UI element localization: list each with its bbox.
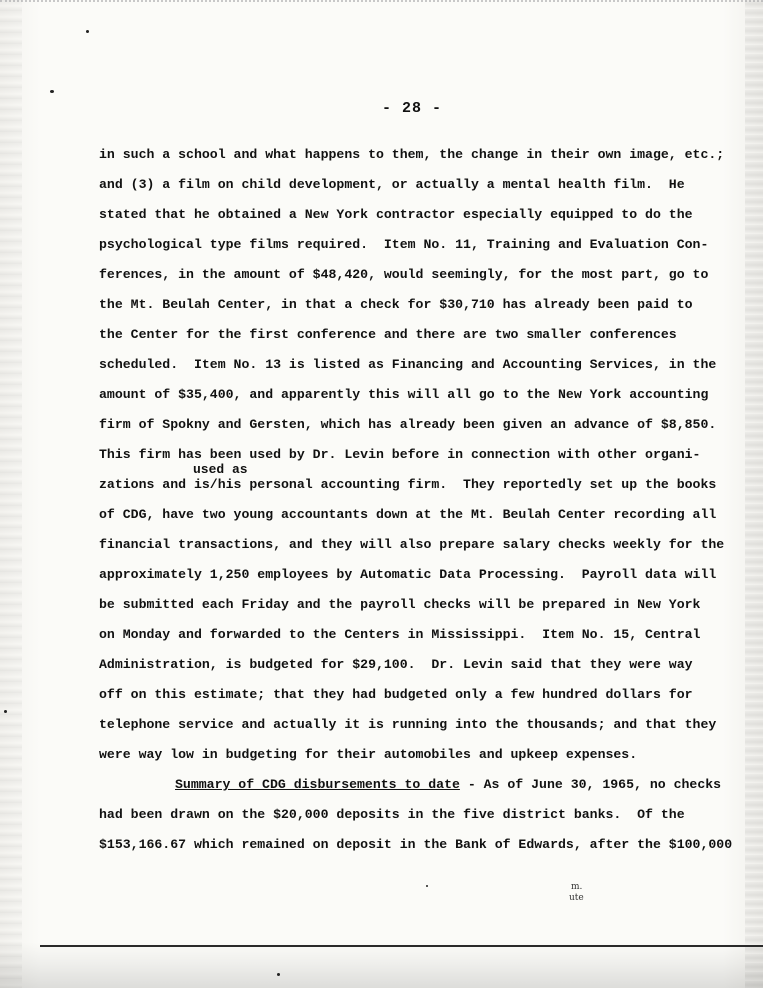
text-line: stated that he obtained a New York contractor especially equipped to do the	[99, 207, 693, 222]
text-line: Administration, is budgeted for $29,100. Dr. Levin said that they were way	[99, 657, 693, 672]
text-line: had been drawn on the $20,000 deposits in the five district banks. Of the	[99, 807, 685, 822]
text-line: This firm has been used by Dr. Levin before in connection with other organi-	[99, 447, 701, 462]
paragraph-first-line-rest: - As of June 30, 1965, no checks	[459, 777, 722, 792]
page-number: - 28 -	[382, 100, 443, 117]
text-line: $153,166.67 which remained on deposit in the Bank of Edwards, after the $100,000	[99, 837, 733, 852]
text-line: on Monday and forwarded to the Centers in Mississippi. Item No. 15, Central	[99, 627, 701, 642]
text-line: and (3) a film on child development, or actually a mental health film. He	[99, 177, 685, 192]
text-line: off on this estimate; that they had budgeted only a few hundred dollars for	[99, 687, 693, 702]
text-line: firm of Spokny and Gersten, which has already been given an advance of $8,850.	[99, 417, 717, 432]
scan-speck	[4, 710, 7, 713]
text-line: the Center for the first conference and there are two smaller conferences	[99, 327, 677, 342]
text-line: amount of $35,400, and apparently this will all go to the New York accounting	[99, 387, 709, 402]
text-line: were way low in budgeting for their automobiles and upkeep expenses.	[99, 747, 638, 762]
scan-right-edge	[745, 0, 763, 988]
text-line: scheduled. Item No. 13 is listed as Financing and Accounting Services, in the	[99, 357, 717, 372]
scan-left-edge	[0, 0, 22, 988]
text-line: of CDG, have two young accountants down at the Mt. Beulah Center recording all	[99, 507, 717, 522]
scan-bottom-edge	[0, 942, 763, 988]
text-line: in such a school and what happens to them, the change in their own image, etc.;	[99, 147, 725, 162]
text-line: psychological type films required. Item No. 11, Training and Evaluation Con-	[99, 237, 709, 252]
text-line: zations and is/his personal accounting firm. They reportedly set up the books	[99, 477, 717, 492]
text-line: approximately 1,250 employees by Automatic Data Processing. Payroll data will	[99, 567, 717, 582]
scan-speck	[277, 973, 280, 976]
stray-mark: m.	[571, 882, 583, 892]
bottom-rule	[40, 945, 763, 947]
handwritten-insertion: used as	[193, 462, 248, 477]
text-line: ferences, in the amount of $48,420, would seemingly, for the most part, go to	[99, 267, 709, 282]
text-line: the Mt. Beulah Center, in that a check for $30,710 has already been paid to	[99, 297, 693, 312]
text-line: telephone service and actually it is running into the thousands; and that they	[99, 717, 717, 732]
paragraph-first-line	[175, 777, 722, 793]
stray-mark: ute	[569, 893, 584, 903]
section-heading: Summary of CDG disbursements to date	[175, 777, 460, 792]
scan-speck	[426, 885, 428, 887]
scan-speck	[86, 30, 89, 33]
scan-speck	[50, 90, 54, 93]
text-line: financial transactions, and they will also prepare salary checks weekly for the	[99, 537, 725, 552]
text-line: be submitted each Friday and the payroll checks will be prepared in New York	[99, 597, 701, 612]
top-perforation	[0, 0, 763, 5]
